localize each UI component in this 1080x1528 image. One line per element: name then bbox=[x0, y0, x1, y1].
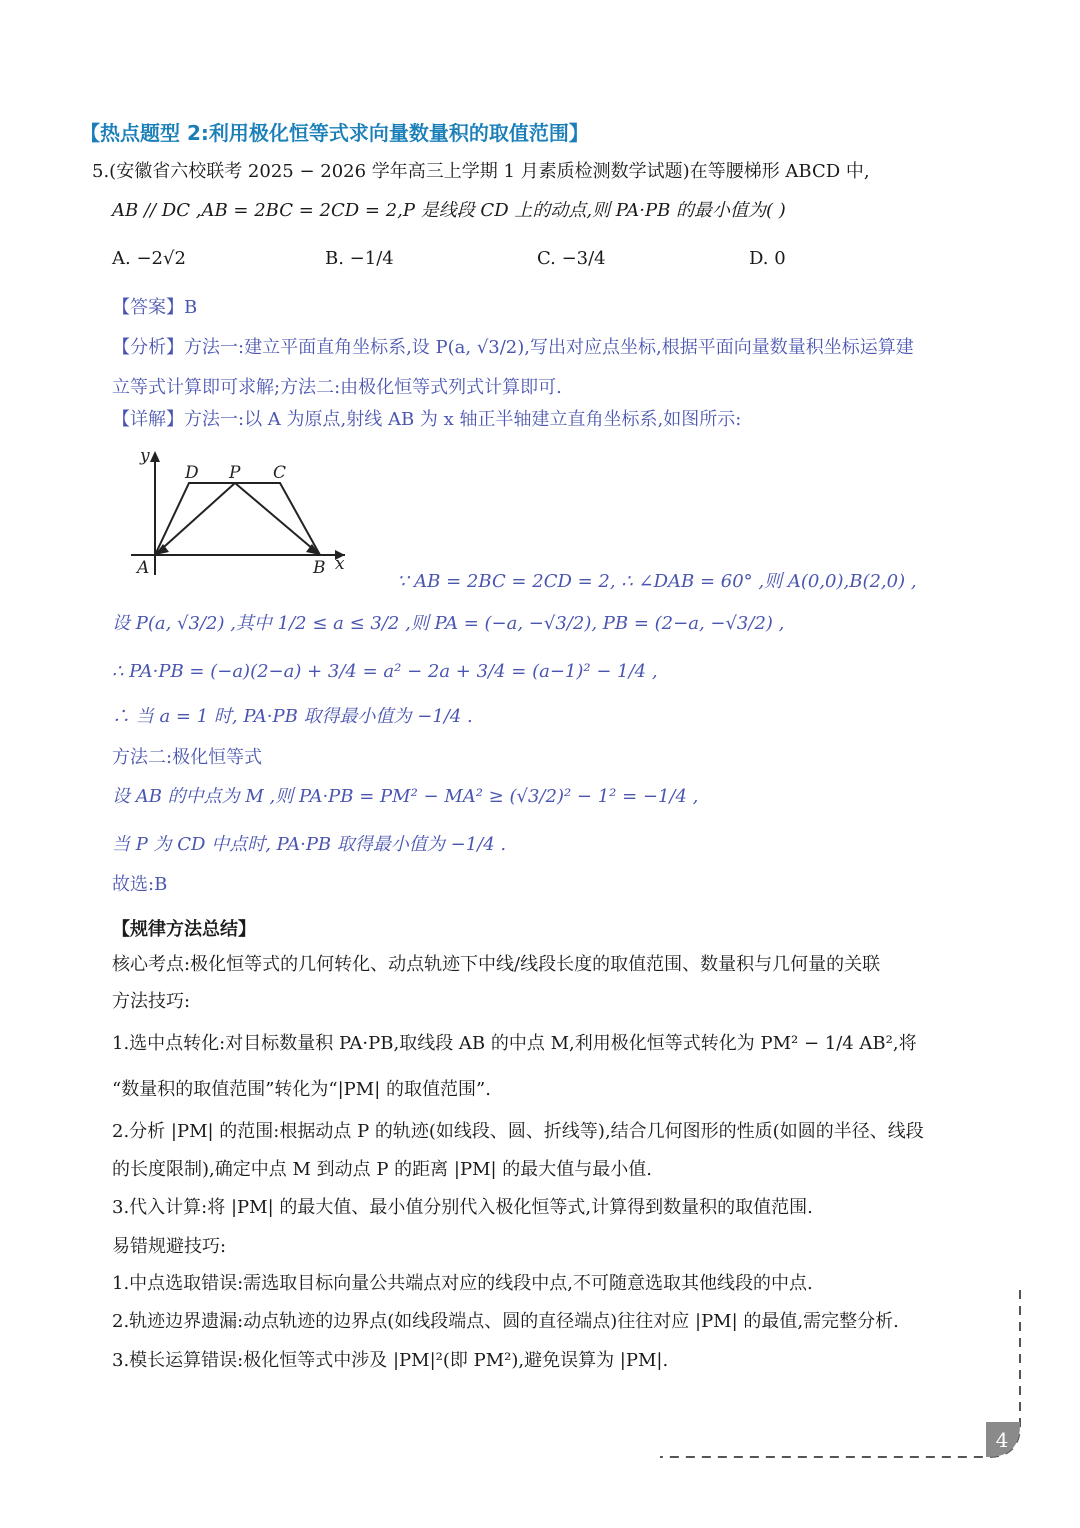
summary-line-2: 方法技巧: bbox=[112, 991, 191, 1012]
summary-line-8: 易错规避技巧: bbox=[112, 1236, 227, 1257]
label-d: D bbox=[185, 463, 199, 483]
step-4: ∴ 当 a = 1 时, PA·PB 取得最小值为 −1/4 . bbox=[112, 706, 473, 727]
step-3: ∴ PA·PB = (−a)(2−a) + 3/4 = a² − 2a + 3/4 = (a−1)² − 1/4 , bbox=[112, 661, 658, 682]
summary-heading: 【规律方法总结】 bbox=[112, 919, 256, 940]
step-2: 设 P(a, √3/2) ,其中 1/2 ≤ a ≤ 3/2 ,则 PA = (−a, −√3/2), PB = (2−a, −√3/2) , bbox=[112, 613, 785, 634]
segment-pb bbox=[235, 483, 320, 555]
summary-line-6: 的长度限制),确定中点 M 到动点 P 的距离 |PM| 的最大值与最小值. bbox=[112, 1159, 653, 1180]
summary-line-11: 3.模长运算错误:极化恒等式中涉及 |PM|²(即 PM²),避免误算为 |PM|. bbox=[112, 1350, 669, 1371]
y-axis-arrow bbox=[150, 451, 160, 462]
question-line-1: 5.(安徽省六校联考 2025 − 2026 学年高三上学期 1 月素质检测数学试题)在等腰梯形 ABCD 中, bbox=[92, 161, 870, 182]
label-b: B bbox=[313, 558, 326, 578]
summary-line-5: 2.分析 |PM| 的范围:根据动点 P 的轨迹(如线段、圆、折线等),结合几何图形的性质(如圆的半径、线段 bbox=[112, 1121, 924, 1142]
page-corner-decoration bbox=[650, 1285, 1030, 1475]
trapezoid-figure bbox=[125, 445, 355, 580]
option-c: C. −3/4 bbox=[537, 248, 606, 269]
label-x: x bbox=[335, 554, 345, 574]
step-1: ∵ AB = 2BC = 2CD = 2, ∴ ∠DAB = 60° ,则 A(0,0),B(2,0) , bbox=[397, 571, 917, 592]
page-number: 4 bbox=[995, 1428, 1009, 1452]
analysis-line-2: 立等式计算即可求解;方法二:由极化恒等式列式计算即可. bbox=[112, 377, 562, 398]
label-y: y bbox=[140, 446, 150, 466]
summary-line-3: 1.选中点转化:对目标数量积 PA·PB,取线段 AB 的中点 M,利用极化恒等式转化为 PM² − 1/4 AB²,将 bbox=[112, 1033, 917, 1054]
summary-line-9: 1.中点选取错误:需选取目标向量公共端点对应的线段中点,不可随意选取其他线段的中点. bbox=[112, 1273, 813, 1294]
analysis-line-1: 【分析】方法一:建立平面直角坐标系,设 P(a, √3/2),写出对应点坐标,根据平面向量数量积坐标运算建 bbox=[112, 337, 914, 358]
option-a: A. −2√2 bbox=[112, 248, 186, 269]
summary-line-1: 核心考点:极化恒等式的几何转化、动点轨迹下中线/线段长度的取值范围、数量积与几何量的关联 bbox=[112, 954, 881, 975]
step-8: 故选:B bbox=[112, 874, 168, 895]
dashed-border bbox=[660, 1290, 1020, 1457]
step-7: 当 P 为 CD 中点时, PA·PB 取得最小值为 −1/4 . bbox=[112, 834, 507, 855]
question-line-2: AB // DC ,AB = 2BC = 2CD = 2,P 是线段 CD 上的动点,则 PA·PB 的最小值为( ) bbox=[112, 200, 786, 221]
detail-intro: 【详解】方法一:以 A 为原点,射线 AB 为 x 轴正半轴建立直角坐标系,如图所示: bbox=[112, 409, 742, 430]
option-b: B. −1/4 bbox=[325, 248, 394, 269]
trapezoid-outline bbox=[155, 483, 320, 555]
summary-line-7: 3.代入计算:将 |PM| 的最大值、最小值分别代入极化恒等式,计算得到数量积的取值范围. bbox=[112, 1197, 813, 1218]
label-p: P bbox=[229, 463, 241, 483]
summary-line-10: 2.轨迹边界遗漏:动点轨迹的边界点(如线段端点、圆的直径端点)往往对应 |PM| 的最值,需完整分析. bbox=[112, 1311, 899, 1332]
section-heading: 【热点题型 2:利用极化恒等式求向量数量积的取值范围】 bbox=[80, 121, 589, 145]
label-c: C bbox=[273, 463, 287, 483]
segment-pa bbox=[155, 483, 235, 555]
summary-line-4: “数量积的取值范围”转化为“|PM| 的取值范围”. bbox=[112, 1079, 491, 1100]
step-5: 方法二:极化恒等式 bbox=[112, 747, 263, 768]
option-d: D. 0 bbox=[749, 248, 786, 269]
step-6: 设 AB 的中点为 M ,则 PA·PB = PM² − MA² ≥ (√3/2)² − 1² = −1/4 , bbox=[112, 786, 699, 807]
label-a: A bbox=[137, 558, 150, 578]
answer: 【答案】B bbox=[112, 297, 198, 318]
